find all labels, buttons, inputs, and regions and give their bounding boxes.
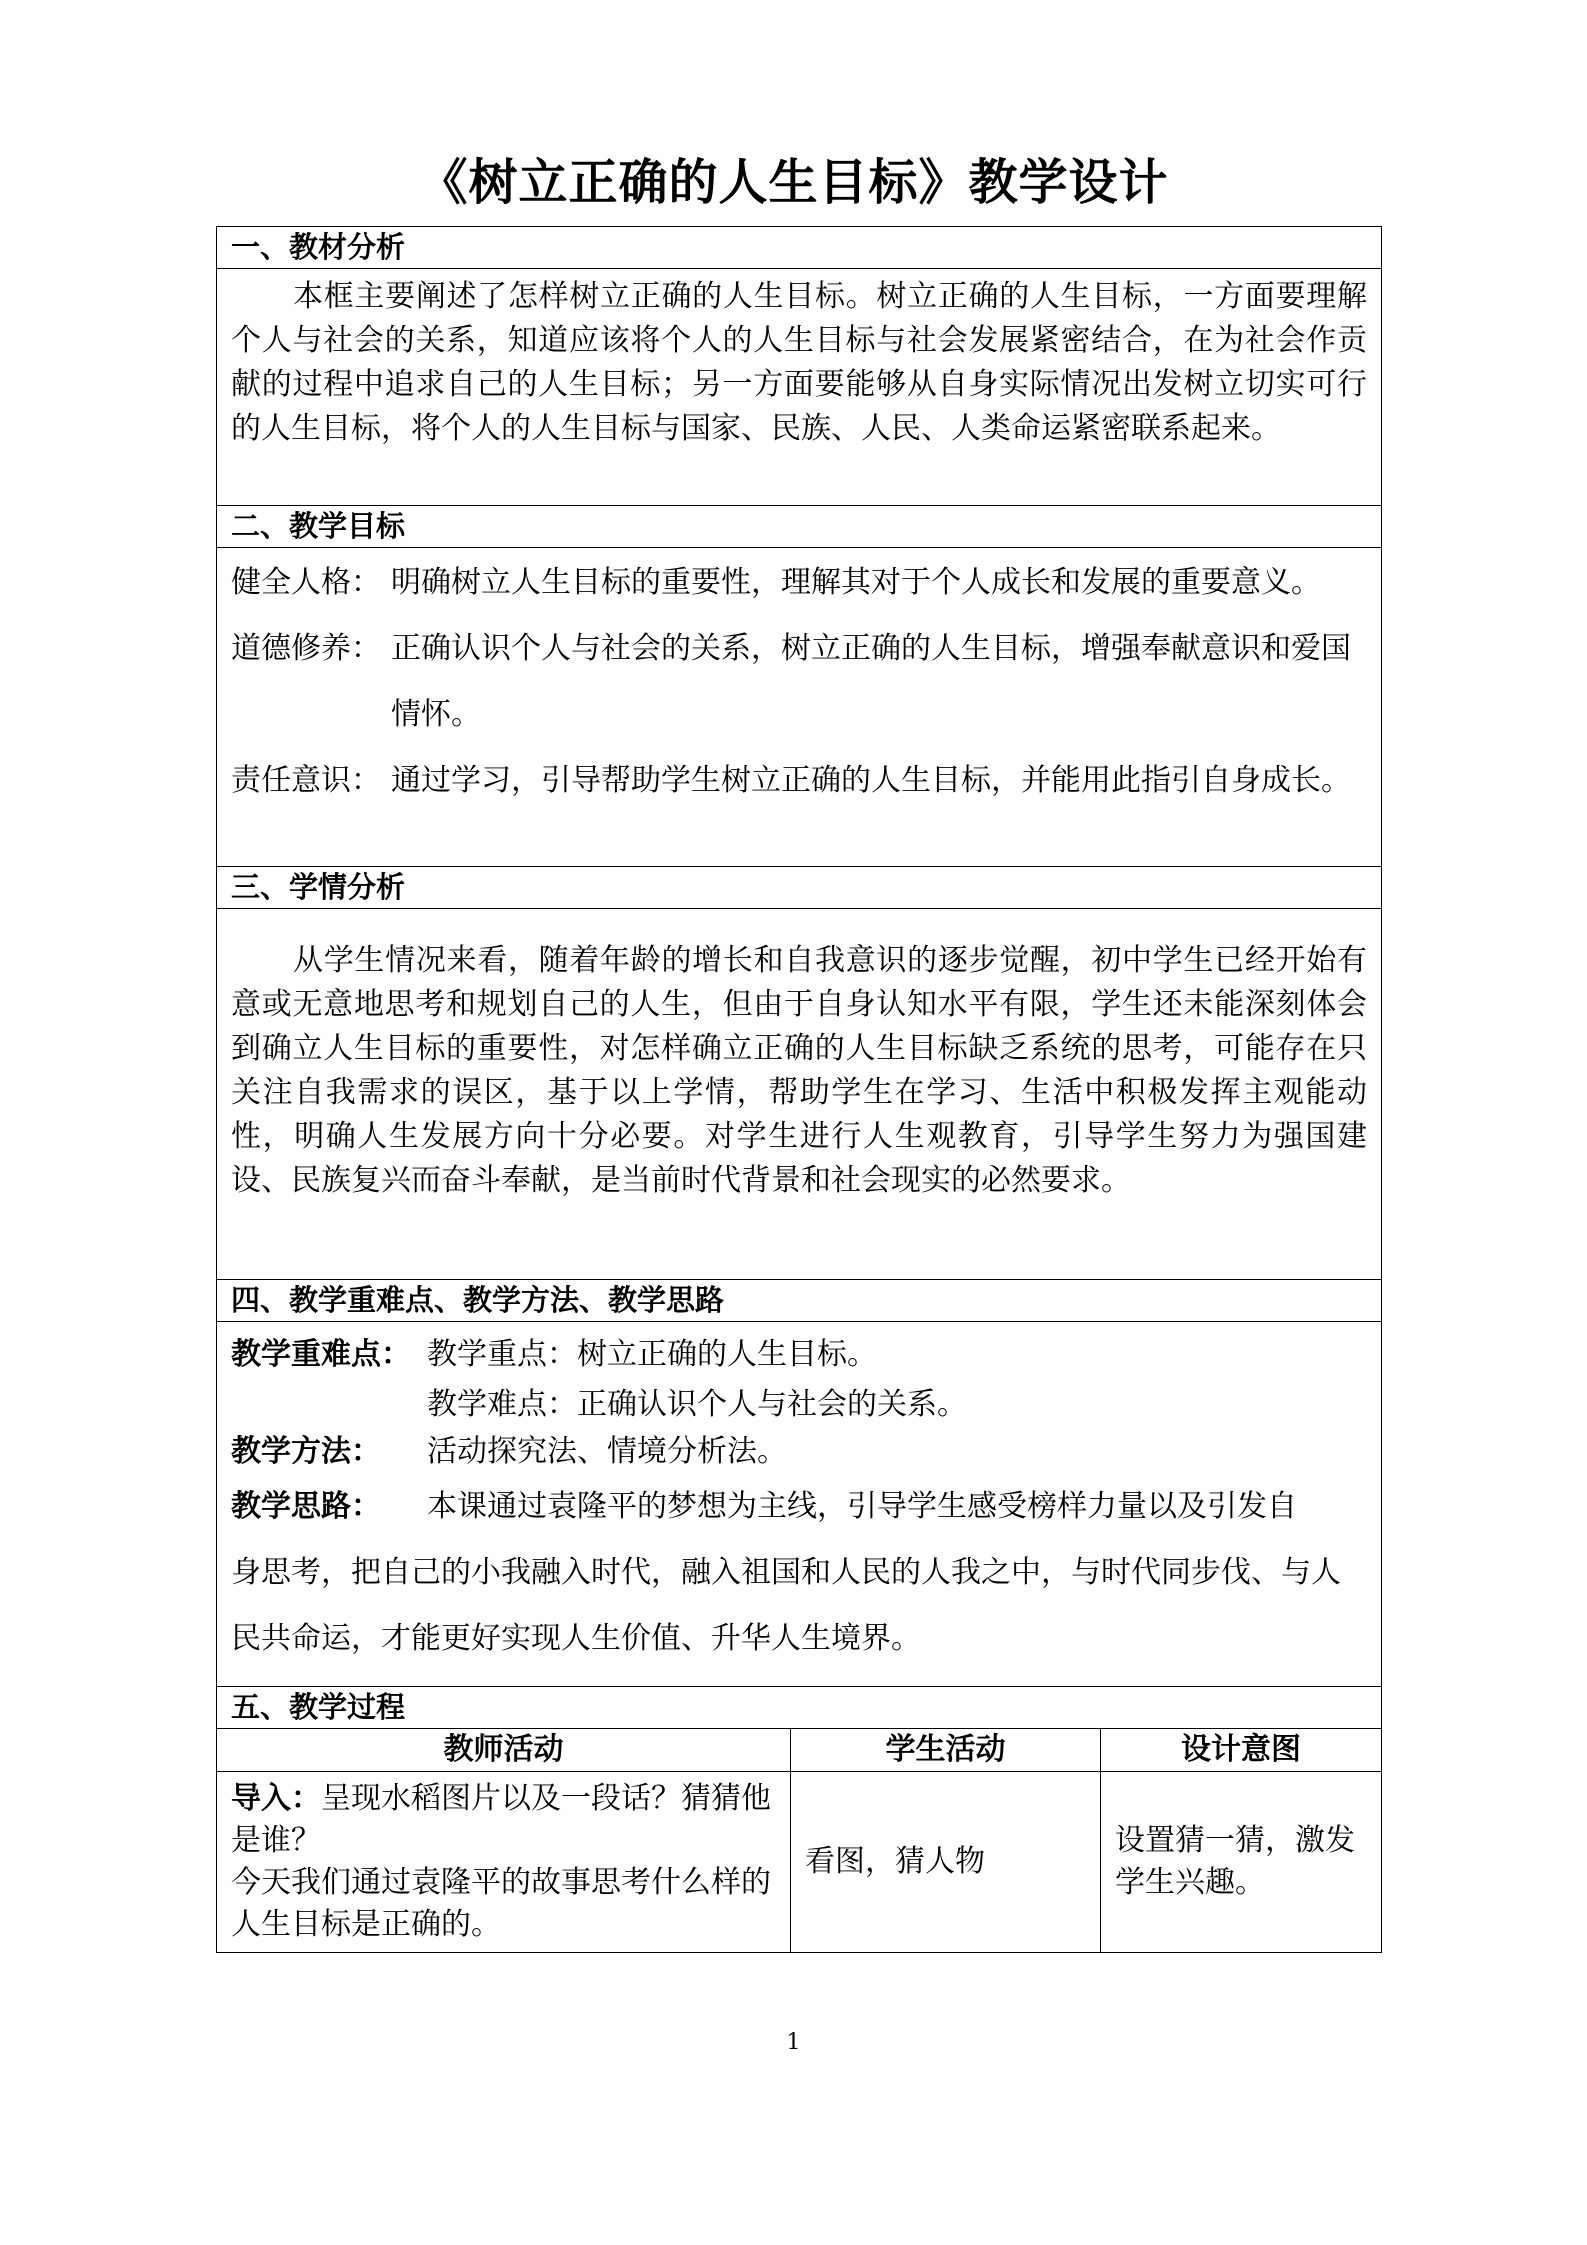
method-line <box>231 1430 1367 1474</box>
difficult-point-line <box>231 1380 1367 1430</box>
goal-label: 责任意识： <box>231 763 381 798</box>
section5-heading: 五、教学过程 <box>217 1687 1382 1729</box>
difficult-point: 教学难点：正确认识个人与社会的关系。 <box>427 1387 967 1422</box>
key-point: 教学重点：树立正确的人生目标。 <box>427 1337 877 1372</box>
section2-header-row <box>217 506 1382 548</box>
section4-header-row <box>217 1280 1382 1322</box>
goal-label: 健全人格： <box>231 565 381 600</box>
column-header-student: 学生活动 <box>791 1729 1101 1772</box>
goal-item <box>231 748 1367 814</box>
goal-label: 道德修养： <box>231 631 381 666</box>
method-text: 活动探究法、情境分析法。 <box>427 1434 787 1469</box>
idea-line <box>231 1474 1367 1540</box>
section2-heading: 二、教学目标 <box>217 506 1382 548</box>
teacher-activity-text: 呈现水稻图片以及一段话？猜猜他是谁？ <box>231 1781 771 1858</box>
goal-item <box>231 550 1367 616</box>
section1-heading: 一、教材分析 <box>217 227 1382 269</box>
idea-label: 教学思路： <box>231 1489 381 1524</box>
idea-text-rest: 身思考，把自己的小我融入时代，融入祖国和人民的人我之中，与时代同步伐、与人民共命运，才能更好实现人生价值、升华人生境界。 <box>231 1555 1341 1656</box>
section5-header-row <box>217 1687 1382 1729</box>
student-analysis-text: 从学生情况来看，随着年龄的增长和自我意识的逐步觉醒，初中学生已经开始有意或无意地思考和规划自己的人生，但由于自身认知水平有限，学生还未能深刻体会到确立人生目标的重要性，对怎样确立正确的人生目标缺乏系统的思考，可能存在只关注自我需求的误区，基于以上学情，帮助学生在学习、生活中积极发挥主观能动性，明确人生发展方向十分必要。对学生进行人生观教育，引导学生努力为强国建设、民族复兴而奋斗奉献，是当前时代背景和社会现实的必然要求。 <box>231 943 1367 1198</box>
lesson-plan-table <box>216 226 1382 1953</box>
section1-body <box>217 269 1382 506</box>
teacher-activity-cell <box>217 1772 791 1953</box>
goal-item <box>231 616 1367 748</box>
table-row <box>217 1772 1382 1953</box>
key-label: 教学重难点： <box>231 1337 411 1372</box>
page-number: 1 <box>786 2030 801 2055</box>
method-label: 教学方法： <box>231 1434 381 1469</box>
section3-body <box>217 909 1382 1280</box>
student-activity-cell: 看图，猜人物 <box>791 1772 1101 1953</box>
section1-body-row <box>217 269 1382 506</box>
goal-text: 明确树立人生目标的重要性，理解其对于个人成长和发展的重要意义。 <box>391 565 1321 600</box>
design-intent-cell: 设置猜一猜，激发学生兴趣。 <box>1101 1772 1382 1953</box>
textbook-analysis-text: 本框主要阐述了怎样树立正确的人生目标。树立正确的人生目标，一方面要理解个人与社会的关系，知道应该将个人的人生目标与社会发展紧密结合，在为社会作贡献的过程中追求自己的人生目标；另一方面要能够从自身实际情况出发树立切实可行的人生目标，将个人的人生目标与国家、民族、人民、人类命运紧密联系起来。 <box>231 279 1367 446</box>
section3-header-row <box>217 867 1382 909</box>
column-header-teacher: 教师活动 <box>217 1729 791 1772</box>
key-point-line <box>231 1330 1367 1380</box>
goal-text: 通过学习，引导帮助学生树立正确的人生目标，并能用此指引自身成长。 <box>391 763 1351 798</box>
intro-label: 导入： <box>231 1781 321 1816</box>
teacher-activity-text-2: 今天我们通过袁隆平的故事思考什么样的人生目标是正确的。 <box>231 1865 771 1942</box>
goal-text: 正确认识个人与社会的关系，树立正确的人生目标，增强奉献意识和爱国情怀。 <box>391 631 1351 732</box>
teacher-activity-intro <box>231 1778 776 1862</box>
section2-body <box>217 548 1382 867</box>
section4-heading: 四、教学重难点、教学方法、教学思路 <box>217 1280 1382 1322</box>
section4-body <box>217 1322 1382 1687</box>
section2-body-row <box>217 548 1382 867</box>
section1-header-row <box>217 227 1382 269</box>
column-header-intent: 设计意图 <box>1101 1729 1382 1772</box>
section4-body-row <box>217 1322 1382 1687</box>
process-column-headers <box>217 1729 1382 1772</box>
idea-text-first: 本课通过袁隆平的梦想为主线，引导学生感受榜样力量以及引发自 <box>427 1489 1297 1524</box>
document-title: 《树立正确的人生目标》教学设计 <box>418 153 1169 211</box>
section3-heading: 三、学情分析 <box>217 867 1382 909</box>
section3-body-row <box>217 909 1382 1280</box>
